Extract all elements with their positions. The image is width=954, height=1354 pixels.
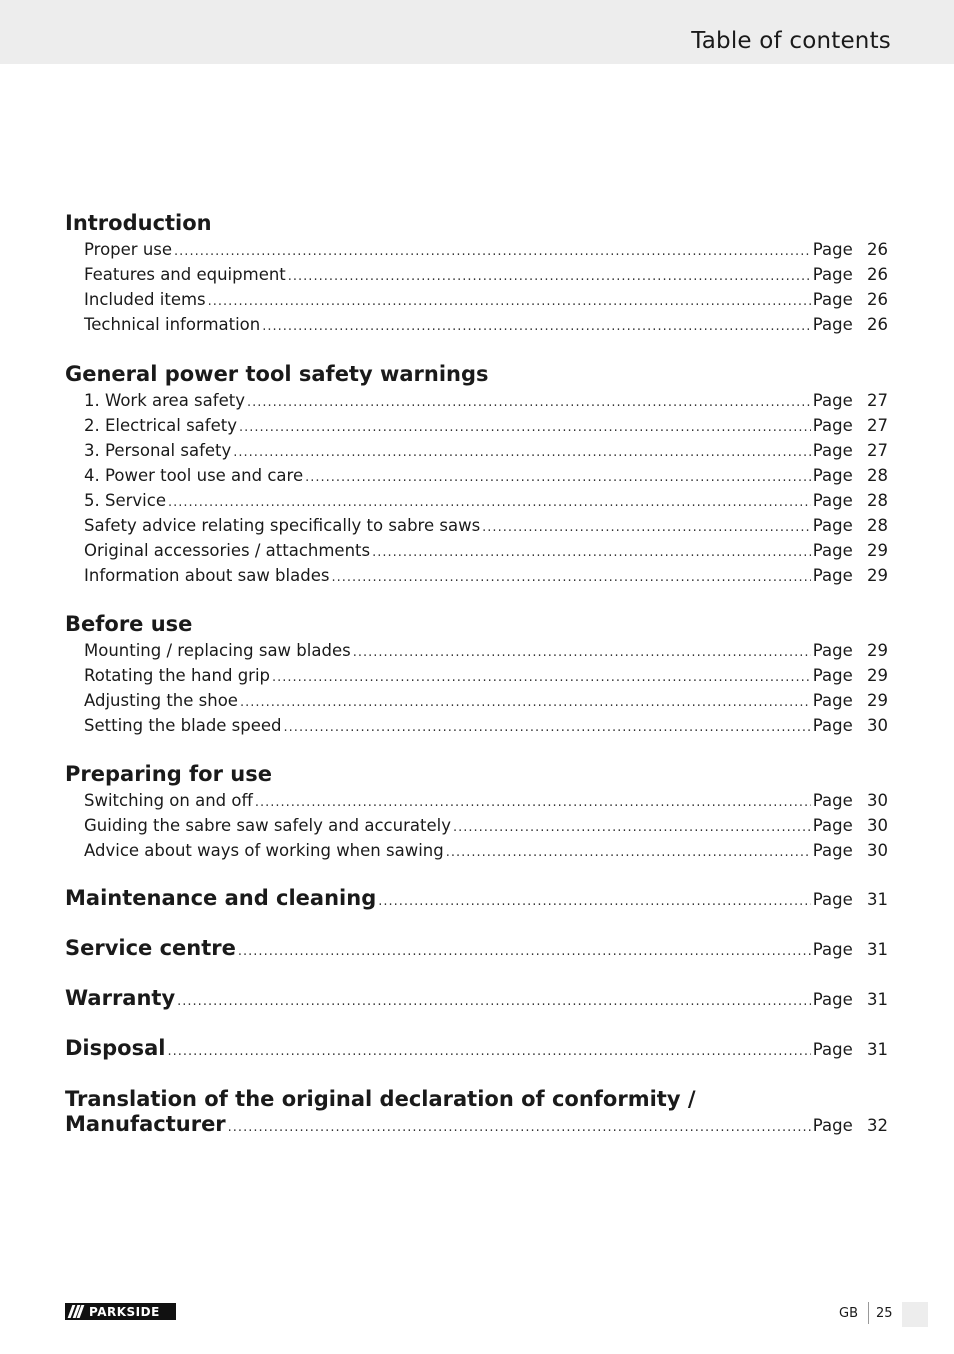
toc-entry[interactable] — [84, 239, 888, 261]
toc-entry-label: Mounting / replacing saw blades — [84, 641, 351, 660]
leader-dots — [372, 542, 811, 564]
toc-entry[interactable] — [84, 815, 888, 837]
page-ref: Page 32 — [812, 1116, 888, 1135]
footer-tab — [902, 1302, 928, 1327]
toc-entry-label: Original accessories / attachments — [84, 541, 371, 560]
page-ref: Page 26 — [812, 315, 888, 334]
page-ref: Page 27 — [812, 441, 888, 460]
leader-dots — [233, 442, 811, 464]
toc-entry[interactable] — [84, 715, 888, 737]
toc-heading-entry[interactable] — [65, 886, 888, 912]
toc-entry[interactable] — [84, 390, 888, 412]
toc-entry[interactable] — [84, 690, 888, 712]
leader-dots — [284, 717, 811, 739]
leader-dots — [272, 667, 811, 689]
header-bar — [0, 0, 954, 64]
leader-dots — [208, 291, 811, 313]
toc-entry-label: Switching on and off — [84, 791, 253, 810]
toc-heading-label: Manufacturer — [65, 1112, 226, 1136]
section-heading-preparing-for-use: Preparing for use — [65, 762, 272, 786]
toc-entry-label: Advice about ways of working when sawing — [84, 841, 444, 860]
logo-stripes-icon — [65, 1303, 87, 1320]
leader-dots — [255, 792, 811, 814]
toc-heading-entry[interactable] — [65, 1112, 888, 1138]
toc-entry[interactable] — [84, 640, 888, 662]
page-ref: Page 28 — [812, 491, 888, 510]
toc-entry[interactable] — [84, 790, 888, 812]
page-ref: Page 30 — [812, 716, 888, 735]
toc-heading-entry[interactable] — [65, 936, 888, 962]
toc-entry-label: Proper use — [84, 240, 173, 259]
toc-entry-label: Adjusting the shoe — [84, 691, 238, 710]
page-ref: Page 29 — [812, 566, 888, 585]
toc-entry[interactable] — [84, 665, 888, 687]
page-ref: Page 31 — [812, 940, 888, 959]
page-ref: Page 31 — [812, 990, 888, 1009]
toc-entry-label: 3. Personal safety — [84, 441, 232, 460]
brand-logo — [65, 1303, 176, 1320]
leader-dots — [482, 517, 811, 539]
toc-entry-label: 1. Work area safety — [84, 391, 245, 410]
toc-heading-label: Service centre — [65, 936, 236, 960]
page-title: Table of contents — [691, 28, 891, 54]
toc-heading-entry[interactable] — [65, 1036, 888, 1062]
leader-dots — [239, 417, 811, 439]
page-ref: Page 28 — [812, 516, 888, 535]
leader-dots — [167, 1044, 810, 1059]
page-ref: Page 31 — [812, 890, 888, 909]
toc-entry-label: 5. Service — [84, 491, 166, 510]
toc-entry-label: Guiding the sabre saw safely and accurately — [84, 816, 451, 835]
leader-dots — [378, 894, 811, 909]
brand-name: PARKSIDE — [89, 1304, 160, 1319]
toc-heading-label: Warranty — [65, 986, 176, 1010]
toc-heading-entry[interactable] — [65, 986, 888, 1012]
toc-entry[interactable] — [84, 314, 888, 336]
leader-dots — [168, 492, 811, 514]
leader-dots — [238, 944, 811, 959]
toc-entry-label: 4. Power tool use and care — [84, 466, 304, 485]
page-ref: Page 27 — [812, 391, 888, 410]
page-ref: Page 28 — [812, 466, 888, 485]
footer-divider — [868, 1302, 869, 1324]
language-code: GB — [839, 1306, 858, 1321]
toc-entry[interactable] — [84, 540, 888, 562]
page-ref: Page 30 — [812, 816, 888, 835]
section-heading-before-use: Before use — [65, 612, 193, 636]
page-ref: Page 30 — [812, 791, 888, 810]
page-number: 25 — [876, 1306, 893, 1321]
toc-entry[interactable] — [84, 515, 888, 537]
leader-dots — [174, 241, 811, 263]
leader-dots — [240, 692, 811, 714]
toc-entry[interactable] — [84, 490, 888, 512]
toc-entry-label: Technical information — [84, 315, 261, 334]
toc-heading-label: Disposal — [65, 1036, 166, 1060]
leader-dots — [446, 842, 811, 864]
toc-entry[interactable] — [84, 465, 888, 487]
toc-entry-label: 2. Electrical safety — [84, 416, 237, 435]
leader-dots — [305, 467, 811, 489]
toc-entry[interactable] — [84, 565, 888, 587]
leader-dots — [228, 1120, 811, 1135]
page-ref: Page 26 — [812, 265, 888, 284]
page-ref: Page 29 — [812, 541, 888, 560]
leader-dots — [247, 392, 811, 414]
toc-entry-label: Features and equipment — [84, 265, 286, 284]
leader-dots — [453, 817, 811, 839]
toc-entry-label: Rotating the hand grip — [84, 666, 271, 685]
leader-dots — [331, 567, 810, 589]
leader-dots — [262, 316, 811, 338]
page-ref: Page 27 — [812, 416, 888, 435]
toc-entry[interactable] — [84, 840, 888, 862]
section-heading-safety-warnings: General power tool safety warnings — [65, 362, 489, 386]
section-heading-declaration: Translation of the original declaration of conformity / — [65, 1087, 696, 1111]
section-heading-introduction: Introduction — [65, 211, 212, 235]
leader-dots — [288, 266, 811, 288]
page-ref: Page 29 — [812, 641, 888, 660]
leader-dots — [177, 994, 811, 1009]
page-ref: Page 29 — [812, 666, 888, 685]
toc-entry-label: Information about saw blades — [84, 566, 330, 585]
page-ref: Page 26 — [812, 240, 888, 259]
page-ref: Page 29 — [812, 691, 888, 710]
toc-entry-label: Setting the blade speed — [84, 716, 282, 735]
page-ref: Page 30 — [812, 841, 888, 860]
page-ref: Page 26 — [812, 290, 888, 309]
page-ref: Page 31 — [812, 1040, 888, 1059]
toc-entry[interactable] — [84, 415, 888, 437]
toc-entry[interactable] — [84, 440, 888, 462]
toc-entry[interactable] — [84, 289, 888, 311]
toc-entry-label: Included items — [84, 290, 206, 309]
toc-entry[interactable] — [84, 264, 888, 286]
toc-heading-label: Maintenance and cleaning — [65, 886, 377, 910]
toc-entry-label: Safety advice relating specifically to sabre saws — [84, 516, 481, 535]
leader-dots — [353, 642, 811, 664]
